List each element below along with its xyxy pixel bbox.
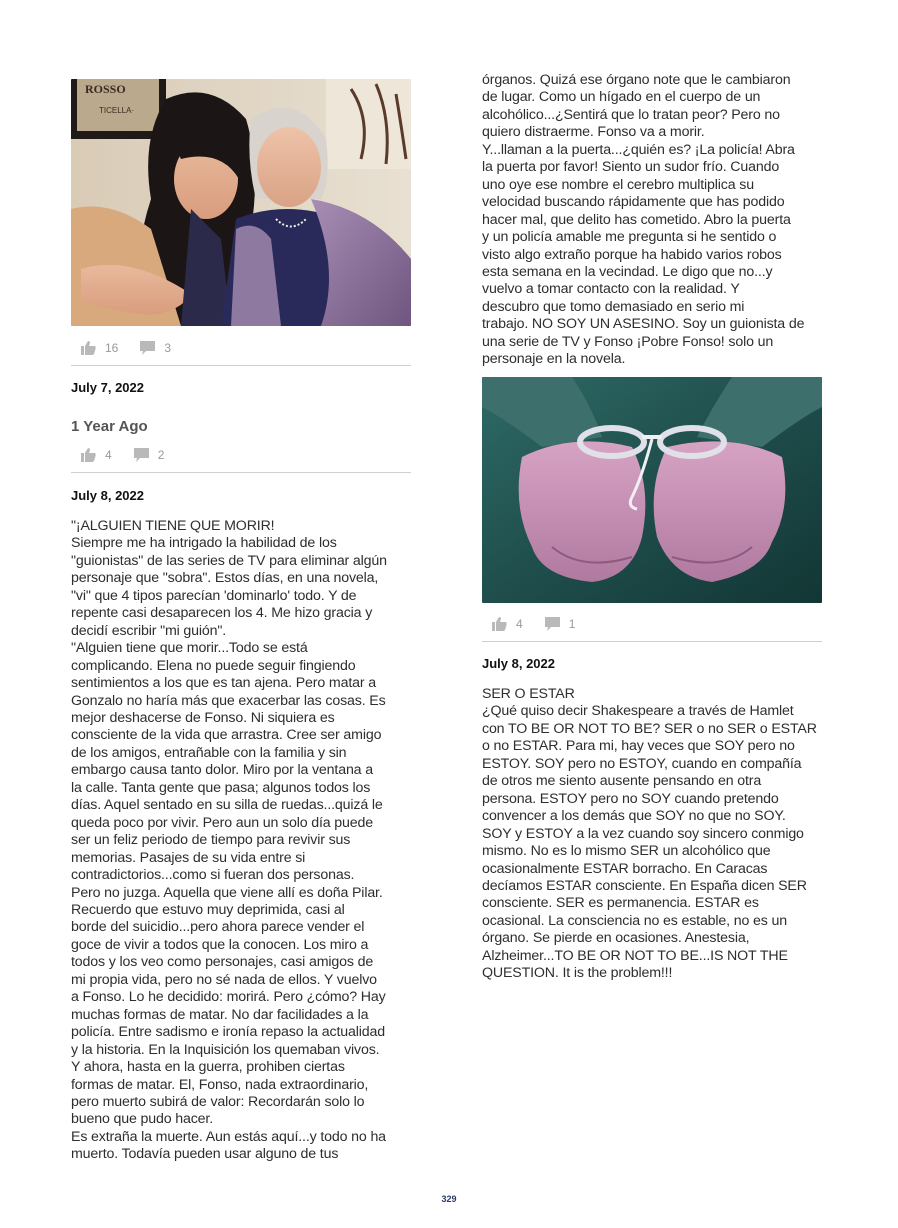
text-line: una serie de TV y Fonso ¡Pobre Fonso! solo un xyxy=(482,333,774,350)
post-stats xyxy=(81,446,186,464)
text-line: SER O ESTAR xyxy=(482,686,575,702)
text-line: días. Aquel sentado en su silla de ruedas...quizá le xyxy=(71,797,383,814)
post-body xyxy=(71,518,417,1164)
text-line: Es extraña la muerte. Aun estás aquí...y todo no ha xyxy=(71,1128,386,1145)
text-line: ocasional. La consciencia no es estable, no es un xyxy=(482,912,787,929)
text-line: consciente de la vida que arrastra. Cree ser amigo xyxy=(71,727,382,744)
text-line: "¡ALGUIEN TIENE QUE MORIR! xyxy=(71,518,275,534)
post-stats xyxy=(81,339,193,357)
divider xyxy=(482,641,822,642)
text-line: muchas formas de matar. No dar facilidades a la xyxy=(71,1006,369,1023)
like-button[interactable] xyxy=(492,617,523,631)
text-line: memorias. Pasajes de su vida entre si xyxy=(71,849,306,866)
text-line: Pero no juzga. Aquella que viene allí es doña Pilar. xyxy=(71,884,383,901)
text-line: trabajo. NO SOY UN ASESINO. Soy un guionista de xyxy=(482,316,805,333)
text-line: de lugar. Como un hígado en el cuerpo de un xyxy=(482,89,761,106)
speech-bubble-icon xyxy=(134,448,149,462)
text-line: Siempre me ha intrigado la habilidad de los xyxy=(71,535,337,552)
text-line: visto algo extraño porque ha habido varios robos xyxy=(482,246,782,263)
text-line: borde del suicidio...pero ahora parece vender el xyxy=(71,919,365,936)
post-date: July 7, 2022 xyxy=(71,380,144,395)
comment-button[interactable] xyxy=(134,448,165,462)
text-line: Y...llaman a la puerta...¿quién es? ¡La policía! Abra xyxy=(482,141,795,158)
text-line: órganos. Quizá ese órgano note que le cambiaron xyxy=(482,72,791,88)
text-line: órgano. Se pierde en ocasiones. Anestesia, xyxy=(482,930,750,947)
text-line: uno oye ese nombre el cerebro multiplica su xyxy=(482,176,754,193)
text-line: QUESTION. It is the problem!!! xyxy=(482,965,673,982)
text-line: y un policía amable me pregunta si he sentido o xyxy=(482,229,777,246)
speech-bubble-icon xyxy=(140,341,155,355)
like-button[interactable] xyxy=(81,448,112,462)
like-button[interactable] xyxy=(81,341,118,355)
text-line: alcohólico...¿Sentirá que lo tratan peor? Pero no xyxy=(482,106,780,123)
text-line: vuelvo a tomar contacto con la realidad. Y xyxy=(482,281,740,298)
text-line: SOY y ESTOY a la vez cuando soy sincero conmigo xyxy=(482,825,804,842)
post-photo-handcuffs[interactable] xyxy=(482,377,822,603)
text-line: hacer mal, que delito has cometido. Abro la puerta xyxy=(482,211,791,228)
text-line: muerto. Todavía pueden usar alguno de tus xyxy=(71,1146,339,1163)
text-line: la puerta por favor! Siento un sudor frío. Cuando xyxy=(482,159,780,176)
text-line: personaje en la novela. xyxy=(482,351,626,368)
text-line: queda poco por vivir. Pero aun un solo día puede xyxy=(71,814,373,831)
text-line: Gonzalo no haría más que exacerbar las cosas. Es xyxy=(71,692,386,709)
text-line: Y ahora, hasta en la guerra, prohiben ciertas xyxy=(71,1059,345,1076)
text-line: formas de matar. El, Fonso, nada extraordinario, xyxy=(71,1076,369,1093)
text-line: personaje que "sobra". Estos días, en una novela, xyxy=(71,570,379,587)
like-count: 16 xyxy=(105,341,119,355)
comment-button[interactable] xyxy=(545,617,576,631)
text-line: repente casi desaparecen los 4. Me hizo gracia y xyxy=(71,605,373,622)
text-line: pero muerto subirá de valor: Recordarán solo lo xyxy=(71,1093,365,1110)
like-count: 4 xyxy=(516,617,523,631)
post-date: July 8, 2022 xyxy=(482,656,555,671)
text-line: mismo. No es lo mismo SER un alcohólico que xyxy=(482,843,771,860)
text-line: y la historia. En la Inquisición los quemaban vivos. xyxy=(71,1041,380,1058)
svg-text:TICELLA·: TICELLA· xyxy=(99,106,135,115)
post-age: 1 Year Ago xyxy=(71,418,148,435)
text-line: todos y los veo como personajes, casi amigos de xyxy=(71,954,374,971)
like-count: 4 xyxy=(105,448,112,462)
text-line: ESTOY. SOY pero no ESTOY, cuando en compañía xyxy=(482,755,802,772)
text-line: o no ESTAR. Para mi, hay veces que SOY pero no xyxy=(482,738,795,755)
text-line: de otros me siento ausente pensando en otra xyxy=(482,773,762,790)
text-line: ocasionalmente ESTAR borracho. En Caracas xyxy=(482,860,768,877)
text-line: quiero distraerme. Fonso va a morir. xyxy=(482,124,705,141)
text-line: a Fonso. Lo he decidido: morirá. Pero ¿cómo? Hay xyxy=(71,989,386,1006)
post-body xyxy=(482,686,828,983)
text-line: persona. ESTOY pero no SOY cuando pretendo xyxy=(482,790,779,807)
text-line: consciente. SER es permanencia. ESTAR es xyxy=(482,895,759,912)
text-line: esta semana en la vecindad. Le digo que no...y xyxy=(482,263,773,280)
comment-count: 2 xyxy=(157,448,165,462)
divider xyxy=(71,365,411,366)
text-line: decidí escribir "mi guión". xyxy=(71,622,227,639)
thumbs-up-icon xyxy=(81,448,96,462)
comment-button[interactable] xyxy=(140,341,171,355)
speech-bubble-icon xyxy=(545,617,560,631)
text-line: "guionistas" de las series de TV para eliminar algún xyxy=(71,552,387,569)
post-stats xyxy=(492,615,597,633)
text-line: sentimientos a los que es tan ajena. Pero matar a xyxy=(71,675,376,692)
text-line: mi propia vida, pero no sé nada de ellos. Y vuelvo xyxy=(71,971,377,988)
text-line: goce de vivir a todos que la conocen. Los miro a xyxy=(71,936,369,953)
text-line: con TO BE OR NOT TO BE? SER o no SER o ESTAR xyxy=(482,720,817,737)
text-line: ¿Qué quiso decir Shakespeare a través de Hamlet xyxy=(482,703,794,720)
text-line: Recuerdo que estuvo muy deprimida, casi al xyxy=(71,901,345,918)
comment-count: 3 xyxy=(164,341,172,355)
svg-text:ROSSO: ROSSO xyxy=(85,82,126,96)
text-line: policía. Entre sadismo e ironía repaso la actualidad xyxy=(71,1024,385,1041)
text-line: velocidad buscando rápidamente que has podido xyxy=(482,194,785,211)
page-number: 329 xyxy=(441,1194,457,1204)
text-line: contradictorios...como si fueran dos personas. xyxy=(71,867,355,884)
text-line: descubro que tomo demasiado en serio mi xyxy=(482,298,745,315)
text-line: complicando. Elena no puede seguir fingiendo xyxy=(71,657,356,674)
post-photo-women[interactable] xyxy=(71,79,411,326)
thumbs-up-icon xyxy=(492,617,507,631)
comment-count: 1 xyxy=(568,617,576,631)
text-line: ser un feliz periodo de tiempo para revivir sus xyxy=(71,832,351,849)
text-line: embargo causa tanto dolor. Miro por la ventana a xyxy=(71,762,373,779)
text-line: la calle. Tanta gente que pasa; algunos todos los xyxy=(71,779,371,796)
post-body-continued xyxy=(482,72,828,369)
text-line: "vi" que 4 tipos parecían 'dominarlo' todo. Y de xyxy=(71,587,357,604)
text-line: mejor deshacerse de Fonso. Ni siquiera es xyxy=(71,709,335,726)
thumbs-up-icon xyxy=(81,341,96,355)
text-line: decíamos ESTAR consciente. En España dicen SER xyxy=(482,877,807,894)
text-line: convencer a los demás que SOY no que no SOY. xyxy=(482,808,786,825)
text-line: Alzheimer...TO BE OR NOT TO BE...IS NOT THE xyxy=(482,947,788,964)
text-line: "Alguien tiene que morir...Todo se está xyxy=(71,640,308,657)
divider xyxy=(71,472,411,473)
text-line: de los amigos, entrañable con la familia y sin xyxy=(71,744,347,761)
text-line: bueno que pudo hacer. xyxy=(71,1111,214,1128)
post-date: July 8, 2022 xyxy=(71,488,144,503)
